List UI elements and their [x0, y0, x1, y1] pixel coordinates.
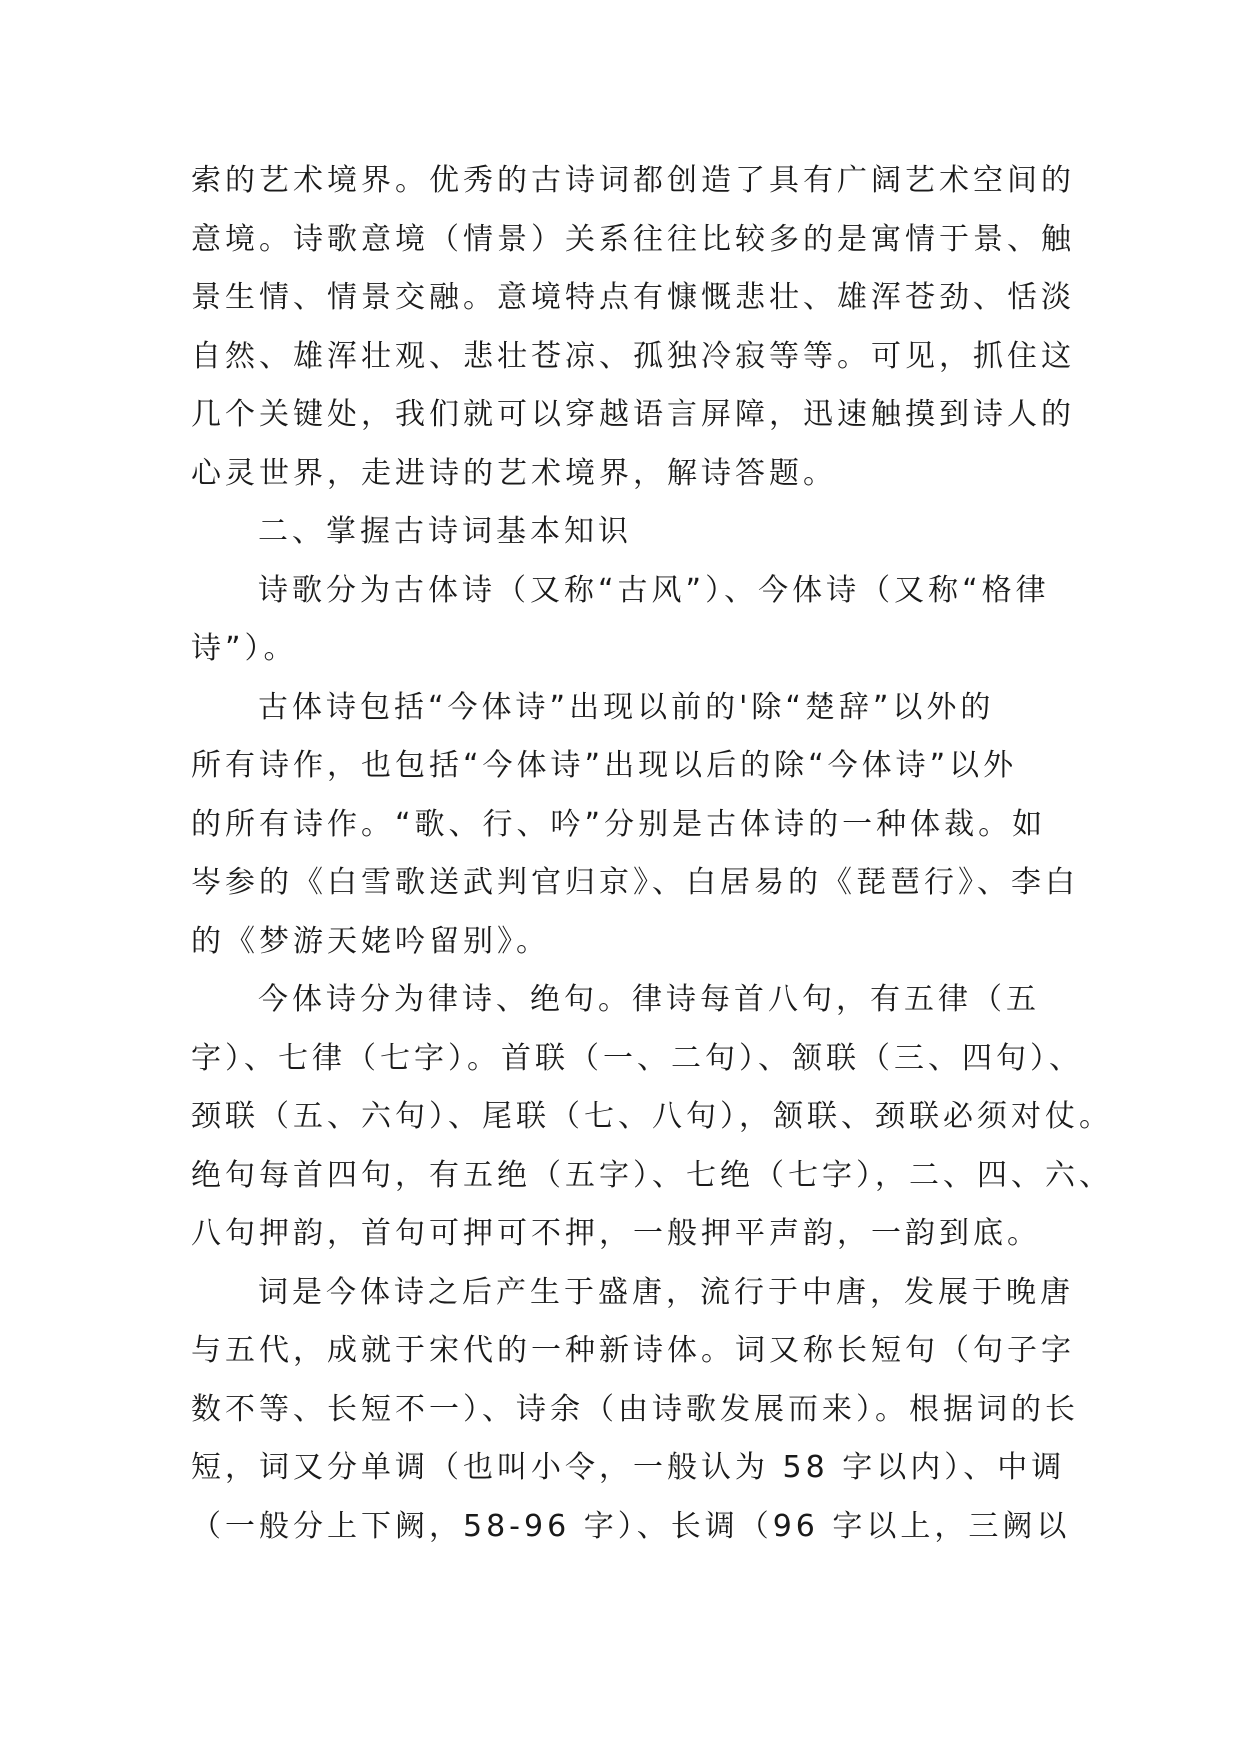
text-line: 与五代，成就于宋代的一种新诗体。词又称长短句（句子字 [191, 1333, 1075, 1368]
paragraph-first-line: 诗歌分为古体诗（又称“古风”）、今体诗（又称“格律 [258, 572, 1050, 608]
text-line: 意境。诗歌意境（情景）关系往往比较多的是寓情于景、触 [191, 221, 1075, 257]
text-line: 自然、雄浑壮观、悲壮苍凉、孤独冷寂等等。可见，抓住这 [191, 338, 1075, 374]
text-line: 几个关键处，我们就可以穿越语言屏障，迅速触摸到诗人的 [191, 397, 1075, 432]
text-line: 字）、七律（七字）。首联（一、二句）、颔联（三、四句）、 [191, 1040, 1083, 1076]
text-line: 的所有诗作。“歌、行、吟”分别是古体诗的一种体裁。如 [191, 806, 1047, 842]
text-line: 短，词又分单调（也叫小令，一般认为 58 字以内）、中调 [191, 1450, 1066, 1485]
document-body [191, 152, 1113, 1556]
text-line: （一般分上下阙，58-96 字）、长调（96 字以上，三阙以 [191, 1508, 1071, 1544]
text-line: 景生情、情景交融。意境特点有慷慨悲壮、雄浑苍劲、恬淡 [191, 280, 1075, 315]
paragraph-first-line: 二、掌握古诗词基本知识 [258, 514, 632, 549]
text-line: 心灵世界，走进诗的艺术境界，解诗答题。 [191, 455, 837, 491]
paragraph-first-line: 今体诗分为律诗、绝句。律诗每首八句，有五律（五 [258, 982, 1040, 1017]
text-line: 八句押韵，首句可押可不押，一般押平声韵，一韵到底。 [191, 1216, 1041, 1251]
paragraph-first-line: 古体诗包括“今体诗”出现以前的'除“楚辞”以外的 [258, 689, 995, 725]
text-line: 绝句每首四句，有五绝（五字）、七绝（七字），二、四、六、 [191, 1157, 1113, 1193]
text-line: 所有诗作，也包括“今体诗”出现以后的除“今体诗”以外 [191, 748, 1018, 783]
text-line: 岑参的《白雪歌送武判官归京》、白居易的《琵琶行》、李白 [191, 865, 1079, 900]
text-line: 数不等、长短不一）、诗余（由诗歌发展而来）。根据词的长 [191, 1391, 1079, 1427]
text-line: 颈联（五、六句）、尾联（七、八句），颔联、颈联必须对仗。 [191, 1099, 1113, 1134]
text-line: 诗”）。 [191, 631, 298, 666]
paragraph-first-line: 词是今体诗之后产生于盛唐，流行于中唐，发展于晚唐 [258, 1274, 1074, 1310]
text-line: 索的艺术境界。优秀的古诗词都创造了具有广阔艺术空间的 [191, 163, 1075, 198]
text-line: 的《梦游天姥吟留别》。 [191, 923, 550, 959]
